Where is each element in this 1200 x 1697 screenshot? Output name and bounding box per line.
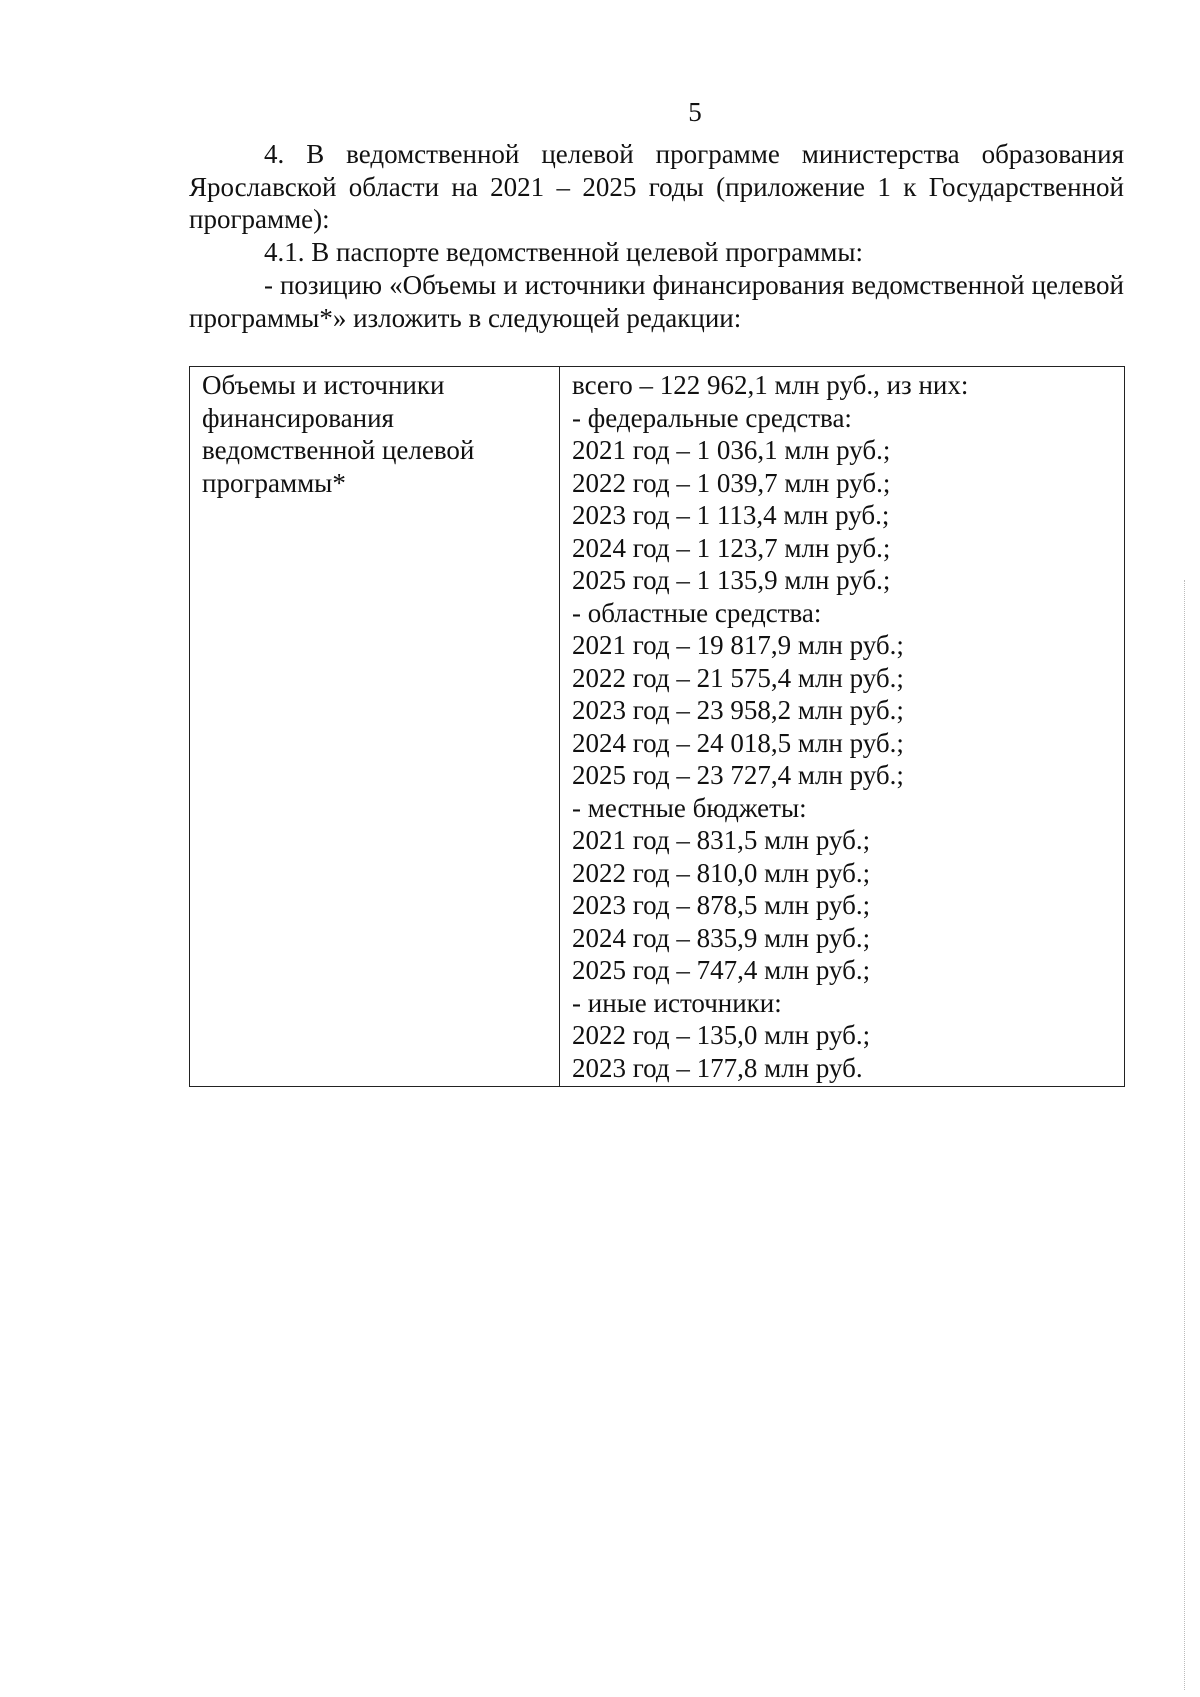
table-value-line: - местные бюджеты: bbox=[572, 792, 807, 823]
table-value-line: 2022 год – 1 039,7 млн руб.; bbox=[572, 467, 891, 498]
table-value-line: 2025 год – 747,4 млн руб.; bbox=[572, 955, 871, 985]
table-cell-values bbox=[560, 367, 1125, 1087]
table-cell-label bbox=[190, 367, 560, 1087]
table-value-line: 2021 год – 831,5 млн руб.; bbox=[572, 825, 871, 855]
table-label-line: Объемы и источники bbox=[202, 370, 445, 400]
table-value-line: 2025 год – 1 135,9 млн руб.; bbox=[572, 565, 891, 595]
table-value-line: 2021 год – 19 817,9 млн руб.; bbox=[572, 630, 904, 660]
page-number: 5 bbox=[688, 97, 702, 127]
table-value-line: 2023 год – 23 958,2 млн руб.; bbox=[572, 695, 904, 725]
table-label-line: финансирования bbox=[202, 402, 394, 433]
table-value-line: 2022 год – 810,0 млн руб.; bbox=[572, 857, 871, 888]
table-value-line: 2021 год – 1 036,1 млн руб.; bbox=[572, 435, 891, 465]
table-value-line: 2022 год – 135,0 млн руб.; bbox=[572, 1020, 871, 1050]
table-value-line: - областные средства: bbox=[572, 597, 822, 628]
table-value-line: - федеральные средства: bbox=[572, 402, 852, 433]
scan-margin-artifact bbox=[1184, 580, 1186, 1690]
paragraph-position-instruction: - позицию «Объемы и источники финансирования ведомственной целевой программы*» изложить в следующей редакции: bbox=[189, 270, 1124, 333]
table-value-line: 2024 год – 24 018,5 млн руб.; bbox=[572, 727, 904, 758]
table-value-line: - иные источники: bbox=[572, 987, 782, 1018]
table-row bbox=[190, 367, 1125, 1087]
table-value-line: всего – 122 962,1 млн руб., из них: bbox=[572, 370, 969, 400]
table-value-line: 2024 год – 835,9 млн руб.; bbox=[572, 922, 871, 953]
table-value-line: 2023 год – 1 113,4 млн руб.; bbox=[572, 500, 890, 530]
table-value-line: 2023 год – 177,8 млн руб. bbox=[572, 1052, 863, 1083]
table-value-line: 2023 год – 878,5 млн руб.; bbox=[572, 890, 871, 920]
table-label-line: ведомственной целевой bbox=[202, 435, 475, 465]
paragraph-4-1: 4.1. В паспорте ведомственной целевой программы: bbox=[264, 237, 864, 267]
table-value-line: 2025 год – 23 727,4 млн руб.; bbox=[572, 760, 904, 790]
financing-table bbox=[189, 366, 1125, 1087]
paragraph-4: 4. В ведомственной целевой программе министерства образования Ярославской области на 2021 – 2025 годы (приложение 1 к Государственной программе): bbox=[189, 139, 1124, 234]
table-label-line: программы* bbox=[202, 467, 346, 498]
table-value-line: 2024 год – 1 123,7 млн руб.; bbox=[572, 532, 891, 563]
table-value-line: 2022 год – 21 575,4 млн руб.; bbox=[572, 662, 904, 693]
